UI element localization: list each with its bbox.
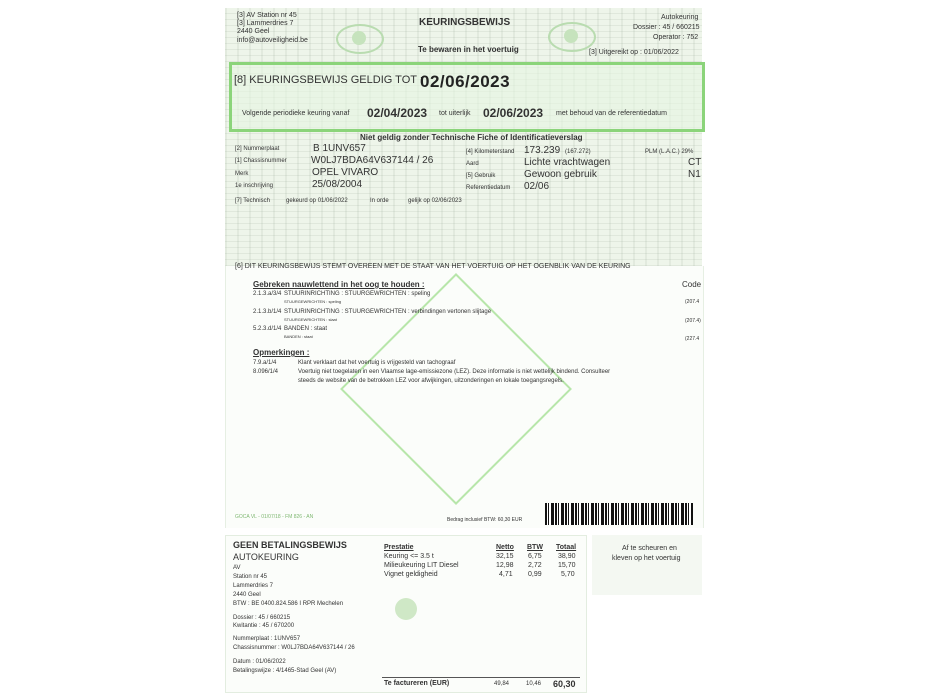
sticker-note-line-1: Af te scheuren en — [622, 545, 677, 552]
defect-code: 2.1.3.a/3/4 — [253, 291, 282, 297]
code-column-header: Code — [682, 280, 702, 289]
first-registration-value: 25/08/2004 — [312, 179, 363, 190]
header-right-label: Autokeuring — [661, 14, 699, 21]
plm-value: PLM (L.A.C.) 29% — [645, 149, 694, 155]
receipt-plate: Nummerplaat : 1UNV657 — [233, 636, 301, 642]
km-extra: (167.272) — [565, 149, 591, 155]
validity-notice: Niet geldig zonder Technische Fiche of Identificatieverslag — [360, 133, 583, 142]
receipt-vat-line: BTW : BE 0400.824.586 I RPR Mechelen — [233, 601, 344, 607]
visual-date: gelijk op 02/06/2023 — [408, 198, 462, 204]
table-header-netto: Netto — [496, 544, 514, 551]
document-subtitle: Te bewaren in het voertuig — [418, 45, 519, 54]
receipt-address-line: Lammerdries 7 — [233, 583, 274, 589]
n1-value: N1 — [688, 169, 701, 180]
table-cell: 2,72 — [528, 562, 542, 569]
receipt-title: GEEN BETALINGSBEWIJS — [233, 540, 347, 550]
issued-date: [3] Uitgereikt op : 01/06/2022 — [589, 49, 679, 56]
receipt-chassis: Chassisnummer : W0LJ7BDA64V637144 / 26 — [233, 645, 355, 651]
ct-value: CT — [688, 157, 702, 168]
logo-watermark — [395, 598, 417, 620]
first-registration-label: 1e inschrijving — [235, 183, 274, 189]
plate-label: [2] Nummerplaat — [235, 146, 280, 152]
table-cell: 0,99 — [528, 571, 542, 578]
remark-text: Voertuig niet toegelaten in een Vlaamse lage-emissiezone (LEZ). Deze informatie is niet wettelijk bindend. Consulteer — [298, 369, 611, 375]
defect-subtext: BANDEN : staat — [284, 334, 313, 339]
address-line-3: 2440 Geel — [237, 28, 270, 35]
amount-incl-vat: Bedrag inclusief BTW: 60,30 EUR — [447, 517, 523, 523]
visual-label: In orde — [370, 198, 389, 204]
brand-value: OPEL VIVARO — [312, 167, 379, 178]
defect-text: BANDEN : staat — [284, 326, 328, 332]
table-cell: 32,15 — [496, 553, 514, 560]
document-title: KEURINGSBEWIJS — [419, 17, 511, 28]
receipt-payment-method: Betalingswijze : 4/1465-Stad Geel (AV) — [233, 668, 337, 674]
remarks-heading: Opmerkingen : — [253, 348, 310, 357]
defect-code: 5.2.3.d/1/4 — [253, 326, 282, 332]
validity-label: [8] KEURINGSBEWIJS GELDIG TOT : — [234, 74, 423, 86]
table-cell: 15,70 — [558, 562, 576, 569]
table-cell: 12,98 — [496, 562, 514, 569]
validity-date: 02/06/2023 — [420, 72, 511, 91]
defect-ref: (207.4 — [685, 299, 700, 305]
km-value: 173.239 — [524, 145, 561, 156]
barcode — [545, 503, 693, 525]
kind-value: Lichte vrachtwagen — [524, 157, 611, 168]
total-label: Te factureren (EUR) — [384, 680, 450, 687]
use-label: [5] Gebruik — [466, 173, 496, 179]
total-amount: 60,30 — [553, 679, 576, 689]
table-cell: Vignet geldigheid — [384, 571, 438, 578]
address-line-1: [3] AV Station nr 45 — [237, 12, 297, 19]
address-email: info@autoveiligheid.be — [237, 37, 308, 44]
next-inspection-mid: tot uiterlijk — [439, 110, 471, 117]
brand-label: Merk — [235, 171, 249, 177]
table-cell: 6,75 — [528, 553, 542, 560]
reference-value: 02/06 — [524, 181, 550, 192]
receipt-dossier: Dossier : 45 / 660215 — [233, 615, 291, 621]
eye-watermark-right — [548, 22, 596, 52]
header-operator: Operator : 752 — [653, 34, 699, 41]
sticker-note-line-2: kleven op het voertuig — [612, 555, 681, 562]
remark-code: 7.9.a/1/4 — [253, 360, 277, 366]
receipt-address-line: 2440 Geel — [233, 592, 261, 598]
technical-label: [7] Technisch — [235, 198, 270, 204]
defect-text: STUURINRICHTING : STUURGEWRICHTEN : verbindingen vertonen slijtage — [284, 309, 492, 315]
defect-ref: (207.4) — [685, 318, 701, 324]
total-divider — [382, 677, 580, 678]
defect-text: STUURINRICHTING : STUURGEWRICHTEN : speling — [284, 291, 431, 297]
receipt-date: Datum : 01/06/2022 — [233, 659, 286, 665]
chassis-label: [1] Chassisnummer — [235, 158, 287, 164]
table-header-prestatie: Prestatie — [384, 544, 414, 551]
plate-value: B 1UNV657 — [313, 143, 366, 154]
chassis-value: W0LJ7BDA64V637144 / 26 — [311, 155, 434, 166]
remark-text: steeds de website van de betrokken LEZ voor afwijkingen, uitzonderingen en lokale toegangsregels. — [298, 378, 564, 384]
form-reference: GOCA VL - 01/07/18 - FM 826 - AN — [235, 514, 314, 520]
next-inspection-suffix: met behoud van de referentiedatum — [556, 110, 667, 117]
receipt-kwitantie: Kwitantie : 45 / 670200 — [233, 623, 295, 629]
table-header-totaal: Totaal — [556, 544, 577, 551]
next-inspection-from: 02/04/2023 — [367, 106, 428, 120]
total-btw: 10,46 — [526, 681, 542, 687]
technical-date: gekeurd op 01/06/2022 — [286, 198, 348, 204]
km-label: [4] Kilometerstand — [466, 149, 515, 155]
sticker-area — [592, 535, 702, 595]
table-cell: Keuring <= 3.5 t — [384, 553, 434, 560]
receipt-address-line: Station nr 45 — [233, 574, 268, 580]
total-netto: 49,84 — [494, 681, 510, 687]
conformity-statement: [6] DIT KEURINGSBEWIJS STEMT OVEREEN MET DE STAAT VAN HET VOERTUIG OP HET OGENBLIK VAN DE KEURING — [235, 263, 631, 270]
next-inspection-to: 02/06/2023 — [483, 106, 544, 120]
table-cell: 4,71 — [499, 571, 513, 578]
header-dossier: Dossier : 45 / 660215 — [633, 24, 700, 31]
remark-code: 8.096/1/4 — [253, 369, 279, 375]
table-cell: 38,90 — [558, 553, 576, 560]
table-cell: Milieukeuring LIT Diesel — [384, 562, 459, 569]
receipt-subtitle: AUTOKEURING — [233, 552, 299, 562]
use-value: Gewoon gebruik — [524, 169, 597, 180]
receipt-address-line: AV — [233, 565, 241, 571]
table-header-btw: BTW — [527, 544, 543, 551]
defects-heading: Gebreken nauwlettend in het oog te houden : — [253, 280, 425, 289]
defect-subtext: STUURGEWRICHTEN : slaat — [284, 317, 337, 322]
defect-ref: (227.4 — [685, 336, 700, 342]
kind-label: Aard — [466, 161, 479, 167]
reference-label: Referentiedatum — [466, 185, 511, 191]
defect-code: 2.1.3.b/1/4 — [253, 309, 282, 315]
remark-text: Klant verklaart dat het voertuig is vrijgesteld van tachograaf — [298, 360, 456, 366]
defect-subtext: STUURGEWRICHTEN : speling — [284, 299, 342, 304]
address-line-2: [3] Lammerdries 7 — [237, 20, 294, 27]
eye-watermark-left — [336, 24, 384, 54]
table-cell: 5,70 — [561, 571, 575, 578]
next-inspection-prefix: Volgende periodieke keuring vanaf — [242, 110, 350, 117]
